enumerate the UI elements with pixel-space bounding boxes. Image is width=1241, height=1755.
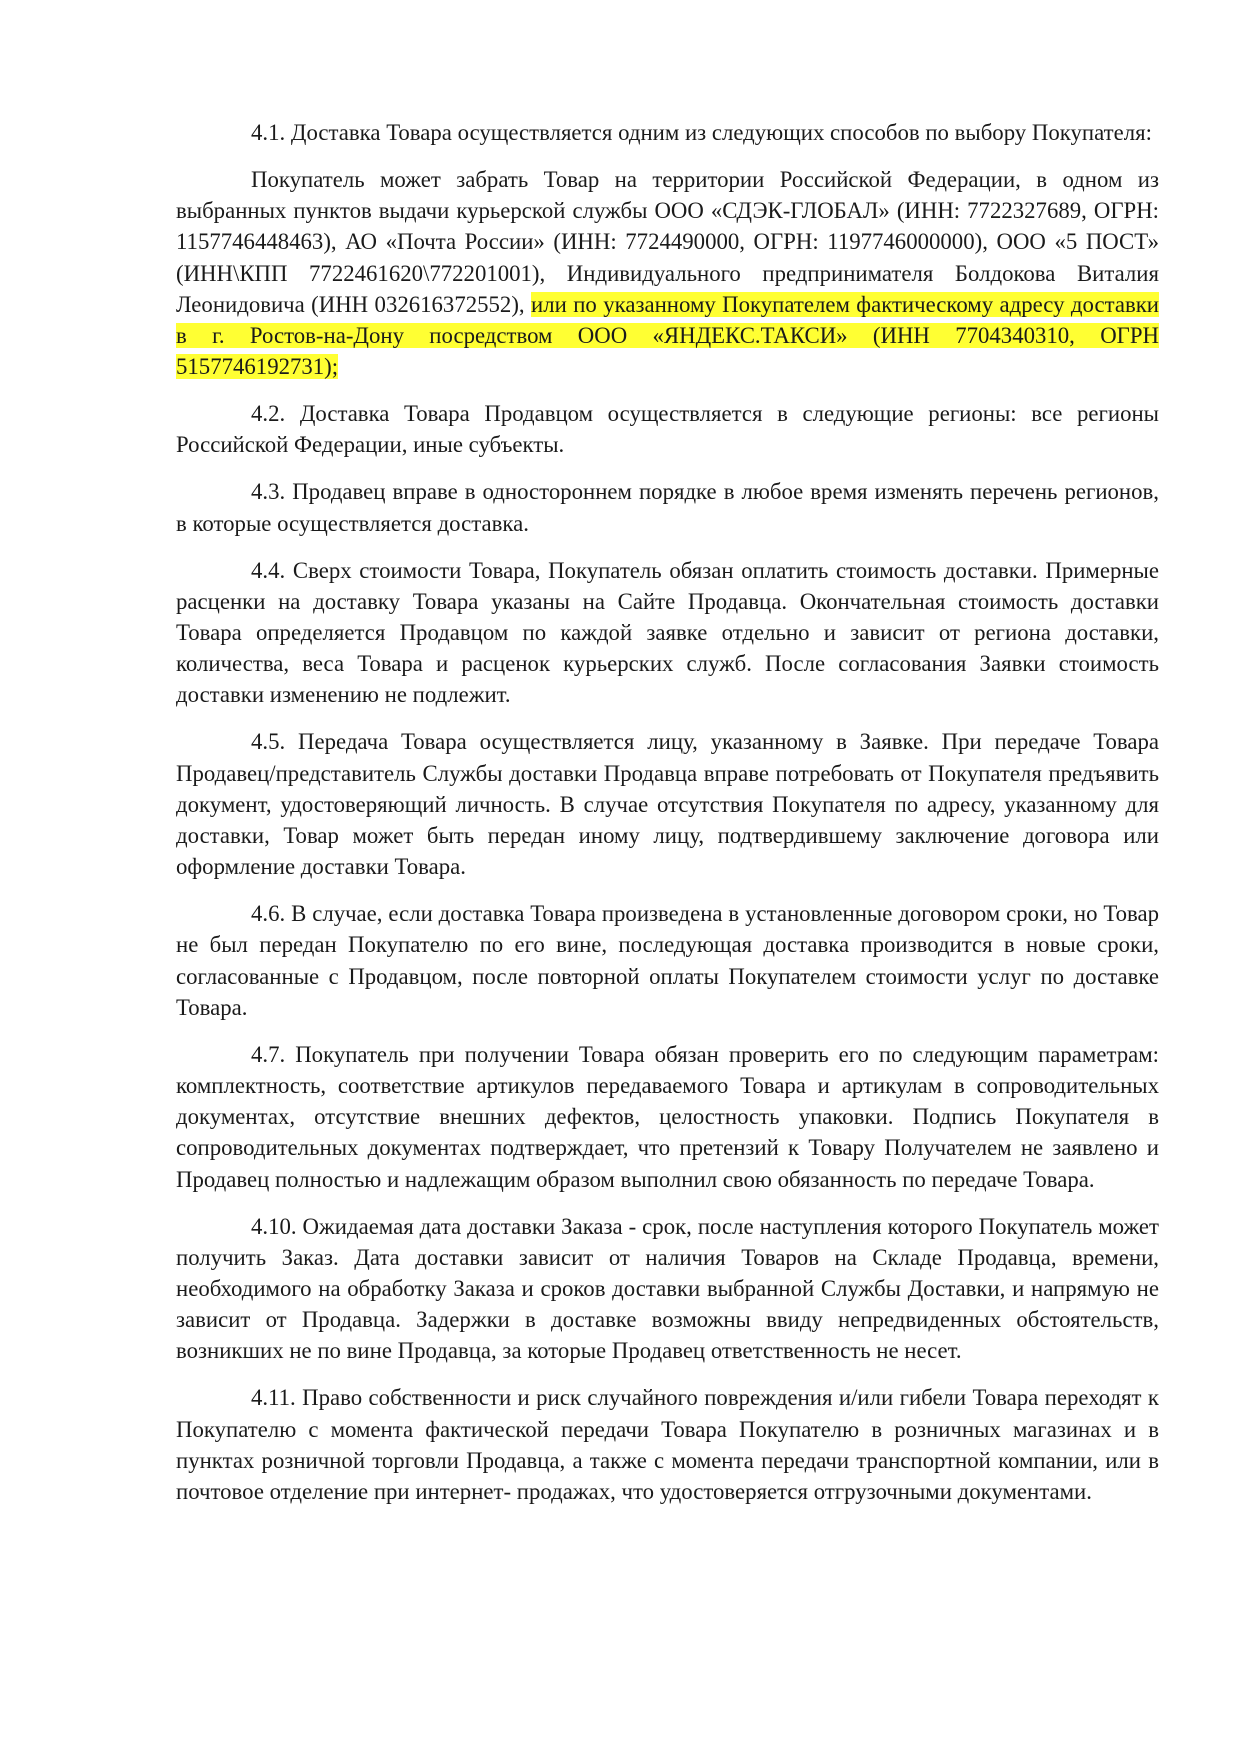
paragraph-4-6-text: 4.6. В случае, если доставка Товара произведена в установленные договором сроки, но Товар не был передан Покупателю по его вине, последующая доставка производится в новые сроки, согласованные с Продавцом, после повторной оплаты Покупателем стоимости услуг по доставке Товара. (176, 901, 1159, 1020)
paragraph-pickup-options-text: Покупатель может забрать Товар на территории Российской Федерации, в одном из выбранных пунктов выдачи курьерской службы ООО «СДЭК-ГЛОБАЛ» (ИНН: 7722327689, ОГРН: 1157746448463), АО «Почта России» (ИНН: 7724490000, ОГРН: 1197746000000), ООО «5 ПОСТ» (ИНН\КПП 7722461620\772201001), Индивидуального предпринимателя Болдокова Виталия Леонидовича (ИНН 032616372552), (176, 167, 1159, 317)
paragraph-4-6 (176, 898, 1159, 1023)
paragraph-4-10-text: 4.10. Ожидаемая дата доставки Заказа - срок, после наступления которого Покупатель может получить Заказ. Дата доставки зависит от наличия Товаров на Складе Продавца, времени, необходимого на обработку Заказа и сроков доставки выбранной Службы Доставки, и напрямую не зависит от Продавца. Задержки в доставке возможны ввиду непредвиденных обстоятельств, возникших не по вине Продавца, за которые Продавец ответственность не несет. (176, 1213, 1159, 1364)
paragraph-4-10 (176, 1211, 1159, 1367)
paragraph-4-2 (176, 398, 1159, 460)
paragraph-4-1-text: 4.1. Доставка Товара осуществляется одним из следующих способов по выбору Покупателя: (251, 120, 1152, 145)
paragraph-4-1 (176, 117, 1159, 148)
paragraph-4-4-text: 4.4. Сверх стоимости Товара, Покупатель обязан оплатить стоимость доставки. Примерные расценки на доставку Товара указаны на Сайте Продавца. Окончательная стоимость доставки Товара определяется Продавцом по каждой заявке отдельно и зависит от региона доставки, количества, веса Товара и расценок курьерских служб. После согласования Заявки стоимость доставки изменению не подлежит. (176, 557, 1159, 708)
paragraph-4-7-text: 4.7. Покупатель при получении Товара обязан проверить его по следующим параметрам: комплектность, соответствие артикулов передаваемого Товара и артикулам в сопроводительных документах, отсутствие внешних дефектов, целостность упаковки. Подпись Покупателя в сопроводительных документах подтверждает, что претензий к Товару Получателем не заявлено и Продавец полностью и надлежащим образом выполнил свою обязанность по передаче Товара. (176, 1041, 1159, 1192)
paragraph-4-4 (176, 555, 1159, 711)
highlighted-text: или по указанному Покупателем фактическому адресу доставки в г. Ростов-на-Дону посредством ООО «ЯНДЕКС.ТАКСИ» (ИНН 7704340310, ОГРН 5157746192731); (176, 291, 1160, 380)
paragraph-4-5-text: 4.5. Передача Товара осуществляется лицу, указанному в Заявке. При передаче Товара Продавец/представитель Службы доставки Продавца вправе потребовать от Покупателя предъявить документ, удостоверяющий личность. В случае отсутствия Покупателя по адресу, указанному для доставки, Товар может быть передан иному лицу, подтвердившему заключение договора или оформление доставки Товара. (176, 729, 1159, 880)
paragraph-4-3 (176, 476, 1159, 538)
paragraph-4-2-text: 4.2. Доставка Товара Продавцом осуществляется в следующие регионы: все регионы Российской Федерации, иные субъекты. (176, 401, 1159, 458)
paragraph-4-5 (176, 726, 1159, 882)
paragraph-pickup-options (176, 164, 1159, 382)
paragraph-4-3-text: 4.3. Продавец вправе в одностороннем порядке в любое время изменять перечень регионов, в которые осуществляется доставка. (176, 479, 1159, 536)
paragraph-4-7 (176, 1039, 1159, 1195)
paragraph-4-11-text: 4.11. Право собственности и риск случайного повреждения и/или гибели Товара переходят к Покупателю с момента фактической передачи Товара Покупателю в розничных магазинах и в пунктах розничной торговли Продавца, а также с момента передачи транспортной компании, или в почтовое отделение при интернет- продажах, что удостоверяется отгрузочными документами. (176, 1385, 1159, 1505)
paragraph-4-11 (176, 1382, 1159, 1507)
